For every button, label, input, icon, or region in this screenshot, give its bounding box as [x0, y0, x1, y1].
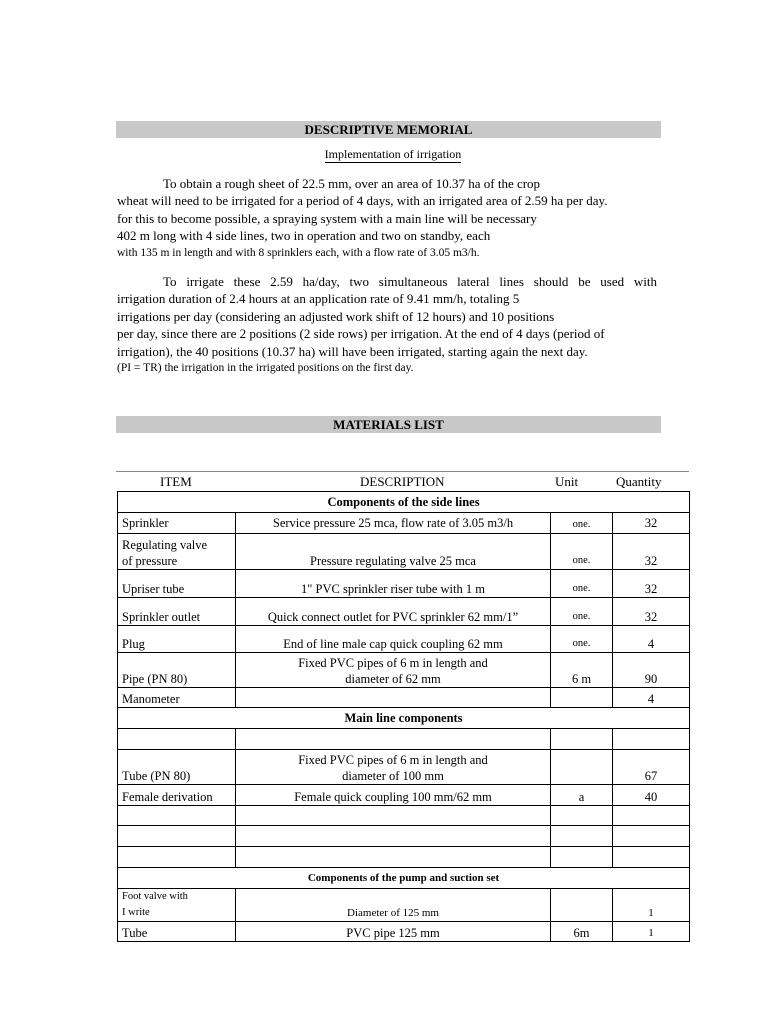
- empty-cell: [236, 847, 551, 868]
- paragraph-line: (PI = TR) the irrigation in the irrigated positions on the first day.: [117, 362, 414, 375]
- column-header-quantity: Quantity: [616, 474, 662, 489]
- empty-cell: [551, 826, 613, 847]
- empty-cell: [236, 806, 551, 826]
- quantity-cell: 32: [613, 598, 690, 626]
- item-cell: Plug: [118, 626, 236, 653]
- section-side-lines: Components of the side lines: [118, 492, 690, 513]
- unit-cell: [551, 750, 613, 785]
- section-row: [118, 492, 690, 513]
- unit-cell: 6m: [551, 922, 613, 942]
- item-cell: Upriser tube: [118, 570, 236, 598]
- description-line: diameter of 100 mm: [342, 769, 444, 783]
- quantity-cell: 40: [613, 785, 690, 806]
- column-header-item: ITEM: [160, 474, 192, 489]
- item-cell: Sprinkler outlet: [118, 598, 236, 626]
- empty-cell: [118, 847, 236, 868]
- header-rule: [116, 471, 689, 472]
- unit-cell: one.: [551, 534, 613, 570]
- paragraph-line: To irrigate these 2.59 ha/day, two simultaneous lateral lines should be used with: [163, 274, 657, 289]
- empty-cell: [551, 847, 613, 868]
- description-cell: Female quick coupling 100 mm/62 mm: [236, 785, 551, 806]
- quantity-cell: 1: [613, 889, 690, 922]
- empty-row: [118, 806, 690, 826]
- paragraph-line: with 135 m in length and with 8 sprinklers each, with a flow rate of 3.05 m3/h.: [117, 246, 480, 259]
- table-row: [118, 570, 690, 598]
- table-row: [118, 688, 690, 708]
- materials-table: [117, 491, 690, 942]
- unit-cell: [551, 889, 613, 922]
- empty-cell: [236, 729, 551, 750]
- paragraph-line: irrigation duration of 2.4 hours at an application rate of 9.41 mm/h, totaling 5: [117, 291, 520, 307]
- item-line: Regulating valve: [122, 538, 208, 552]
- item-cell: [118, 534, 236, 570]
- table-row: [118, 750, 690, 785]
- empty-cell: [118, 826, 236, 847]
- item-line: Foot valve with: [122, 891, 188, 902]
- unit-cell: a: [551, 785, 613, 806]
- description-cell: [236, 688, 551, 708]
- description-line: Fixed PVC pipes of 6 m in length and: [298, 753, 488, 767]
- paragraph-1: [117, 175, 657, 262]
- materials-heading: MATERIALS LIST: [116, 416, 661, 433]
- empty-row: [118, 729, 690, 750]
- unit-cell: one.: [551, 626, 613, 653]
- empty-cell: [236, 826, 551, 847]
- item-line: of pressure: [122, 554, 178, 568]
- item-cell: [118, 889, 236, 922]
- item-cell: Pipe (PN 80): [118, 653, 236, 688]
- quantity-cell: 32: [613, 534, 690, 570]
- description-cell: [236, 750, 551, 785]
- table-row: [118, 626, 690, 653]
- description-cell: Service pressure 25 mca, flow rate of 3.05 m3/h: [236, 513, 551, 534]
- paragraph-line: irrigations per day (considering an adjusted work shift of 12 hours) and 10 positions: [117, 308, 555, 324]
- memorial-heading: DESCRIPTIVE MEMORIAL: [116, 121, 661, 138]
- table-row: [118, 785, 690, 806]
- section-row: [118, 868, 690, 889]
- empty-cell: [118, 806, 236, 826]
- quantity-cell: 4: [613, 626, 690, 653]
- paragraph-line: irrigation), the 40 positions (10.37 ha) will have been irrigated, starting again the next day.: [117, 343, 588, 359]
- table-row: [118, 534, 690, 570]
- description-cell: Quick connect outlet for PVC sprinkler 62 mm/1”: [236, 598, 551, 626]
- table-row: [118, 513, 690, 534]
- quantity-cell: 4: [613, 688, 690, 708]
- item-cell: Tube: [118, 922, 236, 942]
- quantity-cell: 32: [613, 513, 690, 534]
- quantity-cell: 90: [613, 653, 690, 688]
- column-header-unit: Unit: [555, 474, 579, 489]
- table-row: [118, 889, 690, 922]
- item-cell: Manometer: [118, 688, 236, 708]
- empty-row: [118, 826, 690, 847]
- description-cell: 1" PVC sprinkler riser tube with 1 m: [236, 570, 551, 598]
- empty-cell: [118, 729, 236, 750]
- paragraph-line: per day, since there are 2 positions (2 side rows) per irrigation. At the end of 4 days (period of: [117, 326, 605, 342]
- quantity-cell: 32: [613, 570, 690, 598]
- unit-cell: one.: [551, 598, 613, 626]
- quantity-cell: 67: [613, 750, 690, 785]
- section-row: [118, 708, 690, 729]
- unit-cell: 6 m: [551, 653, 613, 688]
- table-row: [118, 598, 690, 626]
- paragraph-line: wheat will need to be irrigated for a period of 4 days, with an irrigated area of 2.59 ha per day.: [117, 193, 608, 209]
- empty-cell: [551, 806, 613, 826]
- item-cell: Tube (PN 80): [118, 750, 236, 785]
- table-row: [118, 653, 690, 688]
- section-main-line: Main line components: [118, 708, 690, 729]
- unit-cell: one.: [551, 570, 613, 598]
- empty-cell: [613, 847, 690, 868]
- column-header-description: DESCRIPTION: [360, 474, 445, 489]
- description-line: diameter of 62 mm: [345, 672, 441, 686]
- paragraph-line: for this to become possible, a spraying system with a main line will be necessary: [117, 210, 537, 226]
- item-line: I write: [122, 907, 150, 918]
- description-line: Fixed PVC pipes of 6 m in length and: [298, 656, 488, 670]
- description-cell: End of line male cap quick coupling 62 mm: [236, 626, 551, 653]
- empty-cell: [613, 826, 690, 847]
- memorial-subtitle: Implementation of irrigation: [324, 147, 462, 161]
- section-pump: Components of the pump and suction set: [118, 868, 690, 889]
- quantity-cell: 1: [613, 922, 690, 942]
- unit-cell: [551, 688, 613, 708]
- description-cell: PVC pipe 125 mm: [236, 922, 551, 942]
- item-cell: Female derivation: [118, 785, 236, 806]
- item-cell: Sprinkler: [118, 513, 236, 534]
- empty-cell: [613, 729, 690, 750]
- paragraph-line: 402 m long with 4 side lines, two in operation and two on standby, each: [117, 228, 491, 244]
- empty-cell: [613, 806, 690, 826]
- unit-cell: one.: [551, 513, 613, 534]
- paragraph-line: To obtain a rough sheet of 22.5 mm, over an area of 10.37 ha of the crop: [163, 176, 541, 191]
- empty-cell: [551, 729, 613, 750]
- description-cell: Pressure regulating valve 25 mca: [236, 534, 551, 570]
- description-cell: [236, 653, 551, 688]
- table-row: [118, 922, 690, 942]
- empty-row: [118, 847, 690, 868]
- description-cell: Diameter of 125 mm: [236, 889, 551, 922]
- paragraph-2: [117, 273, 657, 377]
